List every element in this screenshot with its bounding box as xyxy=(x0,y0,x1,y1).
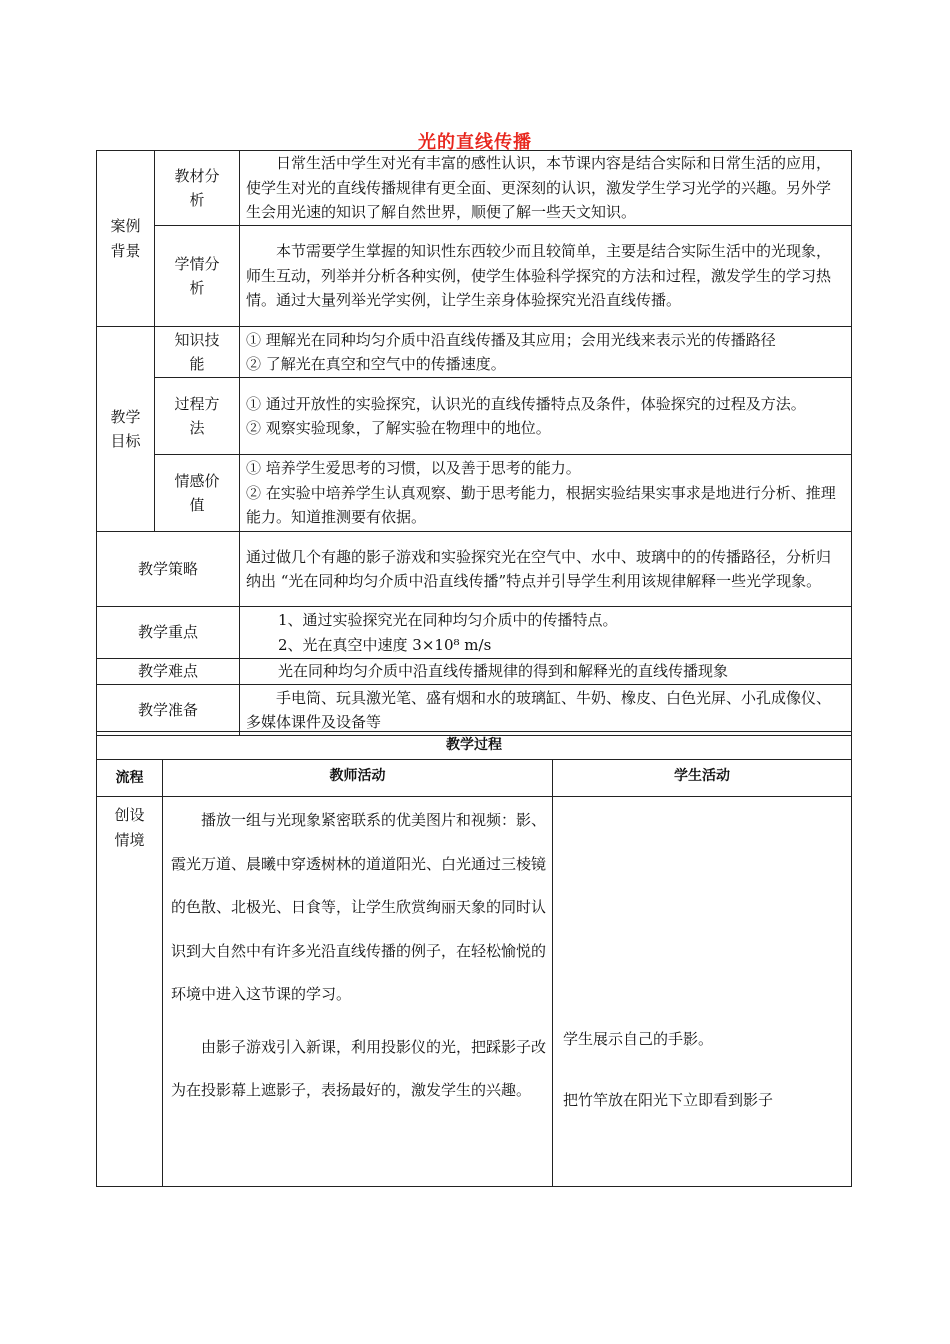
flow-situation-label: 创设 情境 xyxy=(97,797,163,1187)
difficulty-text: 光在同种均匀介质中沿直线传播规律的得到和解释光的直线传播现象 xyxy=(240,659,852,685)
emotion-label: 情感价 值 xyxy=(155,455,240,532)
difficulty-label: 教学难点 xyxy=(97,659,240,685)
preparation-label: 教学准备 xyxy=(97,685,240,736)
col-teacher-header: 教师活动 xyxy=(163,760,553,797)
emotion-item-1: ① 培养学生爱思考的习惯，以及善于思考的能力。 xyxy=(246,459,581,478)
learner-analysis-text: 本节需要学生掌握的知识性东西较少而且较简单，主要是结合实际生活中的光现象，师生互动，列举并分析各种实例，使学生体验科学探究的方法和过程，激发学生的学习热情。通过大量列举光学实例，让学生亲身体验探究光沿直线传播。 xyxy=(240,226,852,327)
teacher-activity-paragraph-2: 由影子游戏引入新课，利用投影仪的光，把踩影子改为在投影幕上遮影子，表扬最好的，激发学生的兴趣。 xyxy=(171,1037,547,1099)
emotion-items xyxy=(240,455,852,532)
student-activity-1: 学生展示自己的手影。 xyxy=(563,1030,714,1048)
knowledge-item-1: ① 理解光在同种均匀介质中沿直线传播及其应用；会用光线来表示光的传播路径 xyxy=(246,330,776,349)
strategy-text: 通过做几个有趣的影子游戏和实验探究光在空气中、水中、玻璃中的的传播路径，分析归纳出 “光在同种均匀介质中沿直线传播”特点并引导学生利用该规律解释一些光学现象。 xyxy=(240,532,852,607)
strategy-label: 教学策略 xyxy=(97,532,240,607)
learner-analysis-label: 学情分 析 xyxy=(155,226,240,327)
key-point-1: 1、通过实验探究光在同种均匀介质中的传播特点。 xyxy=(278,611,618,629)
material-analysis-text: 日常生活中学生对光有丰富的感性认识，本节课内容是结合实际和日常生活的应用，使学生对光的直线传播规律有更全面、更深刻的认识，激发学生学习光学的兴趣。另外学生会用光速的知识了解自然世界，顺便了解一些天文知识。 xyxy=(240,151,852,226)
page-title: 光的直线传播 xyxy=(418,132,532,153)
lesson-overview-table xyxy=(96,150,852,736)
process-header: 教学过程 xyxy=(97,732,852,760)
process-item-1: ① 通过开放性的实验探究，认识光的直线传播特点及条件，体验探究的过程及方法。 xyxy=(246,394,806,413)
process-item-2: ② 观察实验现象，了解实验在物理中的地位。 xyxy=(246,419,551,437)
process-items xyxy=(240,378,852,455)
teacher-activity-paragraph-1: 播放一组与光现象紧密联系的优美图片和视频：影、霞光万道、晨曦中穿透树林的道道阳光、白光通过三棱镜的色散、北极光、日食等，让学生欣赏绚丽天象的同时认识到大自然中有许多光沿直线传播的例子，在轻松愉悦的环境中进入这节课的学习。 xyxy=(171,811,547,1003)
knowledge-items xyxy=(240,327,852,378)
col-flow-header: 流程 xyxy=(97,760,163,797)
teaching-process-table xyxy=(96,731,852,1187)
student-activity-2: 把竹竿放在阳光下立即看到影子 xyxy=(563,1091,774,1109)
emotion-item-2: ② 在实验中培养学生认真观察、勤于思考能力，根据实验结果实事求是地进行分析、推理能力。知道推测要有依据。 xyxy=(246,483,836,527)
student-activity-cell xyxy=(553,797,852,1187)
material-analysis-label: 教材分 析 xyxy=(155,151,240,226)
key-points-label: 教学重点 xyxy=(97,607,240,659)
key-points xyxy=(240,607,852,659)
teacher-activity-cell xyxy=(163,797,553,1187)
knowledge-item-2: ② 了解光在真空和空气中的传播速度。 xyxy=(246,355,506,373)
case-background-label: 案例 背景 xyxy=(97,151,155,327)
teaching-goals-label: 教学 目标 xyxy=(97,327,155,532)
col-student-header: 学生活动 xyxy=(553,760,852,797)
process-label: 过程方 法 xyxy=(155,378,240,455)
preparation-text: 手电筒、玩具激光笔、盛有烟和水的玻璃缸、牛奶、橡皮、白色光屏、小孔成像仪、多媒体课件及设备等 xyxy=(240,685,852,736)
key-point-2: 2、光在真空中速度 3×10⁸ m/s xyxy=(278,635,492,654)
knowledge-label: 知识技 能 xyxy=(155,327,240,378)
